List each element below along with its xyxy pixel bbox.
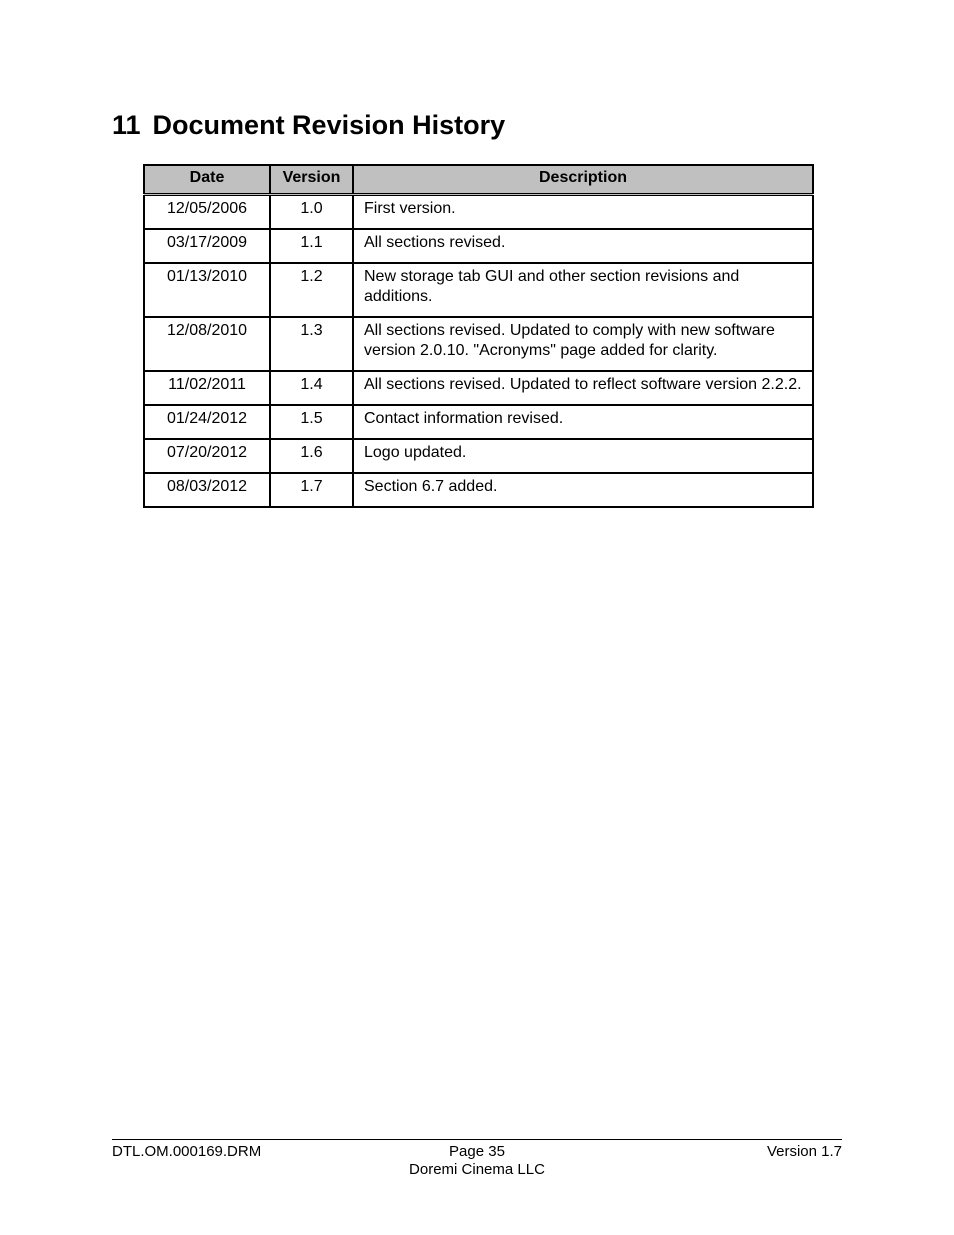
table-row [144, 405, 813, 439]
table-row [144, 229, 813, 263]
table-row [144, 317, 813, 371]
table-row [144, 195, 813, 230]
footer-center [377, 1143, 577, 1179]
column-header-version: Version [270, 165, 353, 195]
cell-version: 1.3 [270, 317, 353, 371]
cell-description: First version. [353, 195, 813, 230]
cell-date: 01/13/2010 [144, 263, 270, 317]
cell-version: 1.2 [270, 263, 353, 317]
table-row [144, 371, 813, 405]
footer-divider [112, 1139, 842, 1140]
column-header-date: Date [144, 165, 270, 195]
cell-version: 1.4 [270, 371, 353, 405]
column-header-description: Description [353, 165, 813, 195]
cell-description: Section 6.7 added. [353, 473, 813, 507]
cell-description: All sections revised. Updated to reflect software version 2.2.2. [353, 371, 813, 405]
cell-version: 1.0 [270, 195, 353, 230]
revision-history-table [143, 164, 814, 508]
cell-version: 1.5 [270, 405, 353, 439]
section-number: 11 [112, 110, 141, 140]
cell-description: New storage tab GUI and other section revisions and additions. [353, 263, 813, 317]
cell-date: 07/20/2012 [144, 439, 270, 473]
cell-version: 1.1 [270, 229, 353, 263]
table-row [144, 439, 813, 473]
table-header-row [144, 165, 813, 195]
cell-date: 08/03/2012 [144, 473, 270, 507]
footer-doc-id: DTL.OM.000169.DRM [112, 1143, 262, 1160]
cell-date: 12/08/2010 [144, 317, 270, 371]
cell-description: All sections revised. Updated to comply with new software version 2.0.10. "Acronyms" page added for clarity. [353, 317, 813, 371]
cell-date: 11/02/2011 [144, 371, 270, 405]
table-row [144, 263, 813, 317]
cell-date: 03/17/2009 [144, 229, 270, 263]
cell-date: 01/24/2012 [144, 405, 270, 439]
table-row [144, 473, 813, 507]
section-title: Document Revision History [152, 110, 506, 140]
cell-description: Logo updated. [353, 439, 813, 473]
cell-description: All sections revised. [353, 229, 813, 263]
section-heading [112, 110, 505, 141]
cell-description: Contact information revised. [353, 405, 813, 439]
cell-version: 1.6 [270, 439, 353, 473]
footer-version: Version 1.7 [766, 1143, 842, 1160]
cell-date: 12/05/2006 [144, 195, 270, 230]
footer-page-number: Page 35 [449, 1143, 505, 1160]
footer-company: Doremi Cinema LLC [409, 1161, 545, 1178]
cell-version: 1.7 [270, 473, 353, 507]
